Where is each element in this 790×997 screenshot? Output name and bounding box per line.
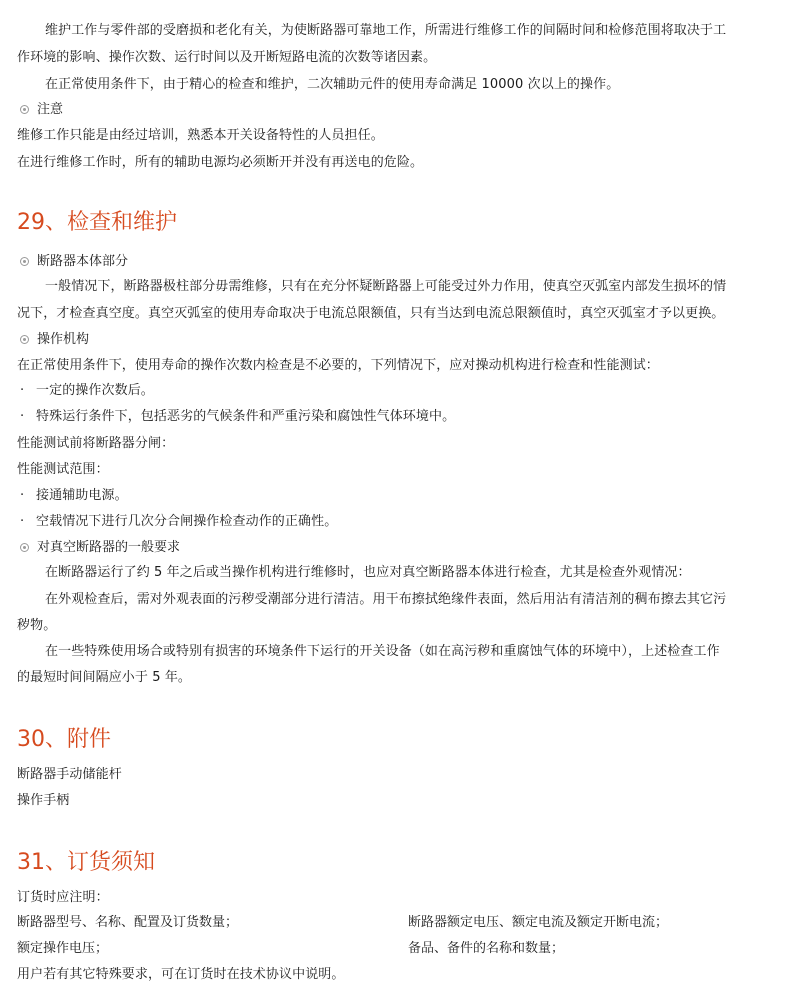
order-item: 备品、备件的名称和数量； <box>408 941 565 956</box>
circle-marker-icon <box>20 105 29 114</box>
body-line: 在一些特殊使用场合或特别有损害的环境条件下运行的开关设备（如在高污秽和重腐蚀气体的环境中），上述检查工作 <box>45 644 720 659</box>
subsection-title: 断路器本体部分 <box>37 254 129 269</box>
subsection-title: 对真空断路器的一般要求 <box>37 540 181 555</box>
note-heading <box>17 101 63 119</box>
intro-paragraph-line: 作环境的影响、操作次数、运行时间以及开断短路电流的次数等诸因素。 <box>17 50 437 65</box>
bullet-item: · 一定的操作次数后。 <box>20 383 154 398</box>
body-line: 的最短时间间隔应小于 5 年。 <box>17 670 192 685</box>
body-line: 在断路器运行了约 5 年之后或当操作机构进行维修时，也应对真空断路器本体进行检查，尤其是检查外观情况： <box>45 565 691 580</box>
note-line: 维修工作只能是由经过培训，熟悉本开关设备特性的人员担任。 <box>17 128 384 143</box>
bullet-dot: · <box>20 488 25 503</box>
subsection-title: 操作机构 <box>37 332 90 347</box>
order-note: 用户若有其它特殊要求，可在订货时在技术协议中说明。 <box>17 967 345 982</box>
body-line: 况下，才检查真空度。真空灭弧室的使用寿命取决于电流总限额值，只有当达到电流总限额值时，真空灭弧室才予以更换。 <box>17 306 725 321</box>
circle-marker-icon <box>20 543 29 552</box>
body-line: 性能测试前将断路器分闸： <box>17 436 175 451</box>
subsection-heading <box>17 253 128 271</box>
bullet-dot: · <box>20 383 25 398</box>
body-line: 在外观检查后，需对外观表面的污秽受潮部分进行清洁。用干布擦拭绝缘件表面，然后用沾有清洁剂的稠布擦去其它污 <box>45 592 727 607</box>
subsection-heading <box>17 331 89 349</box>
bullet-dot: · <box>20 514 25 529</box>
section-30-heading: 30、附件 <box>17 727 111 752</box>
accessory-item: 操作手柄 <box>17 793 70 808</box>
bullet-item: · 接通辅助电源。 <box>20 488 128 503</box>
order-intro: 订货时应注明： <box>17 890 109 905</box>
bullet-item: · 特殊运行条件下，包括恶劣的气候条件和严重污染和腐蚀性气体环境中。 <box>20 409 456 424</box>
order-item: 断路器型号、名称、配置及订货数量； <box>17 915 239 930</box>
intro-paragraph: 在正常使用条件下，由于精心的检查和维护，二次辅助元件的使用寿命满足 10000 次以上的操作。 <box>45 77 620 92</box>
body-line: 一般情况下，断路器极柱部分毋需维修，只有在充分怀疑断路器上可能受过外力作用，使真空灭弧室内部发生损坏的情 <box>45 279 727 294</box>
note-title: 注意 <box>37 102 64 117</box>
intro-paragraph-line: 维护工作与零件部的受磨损和老化有关，为使断路器可靠地工作，所需进行维修工作的间隔时间和检修范围将取决于工 <box>45 23 727 38</box>
section-29-heading: 29、检查和维护 <box>17 210 177 235</box>
body-line: 性能测试范围： <box>17 462 109 477</box>
circle-marker-icon <box>20 335 29 344</box>
circle-marker-icon <box>20 257 29 266</box>
body-line: 在正常使用条件下，使用寿命的操作次数内检查是不必要的，下列情况下，应对操动机构进行检查和性能测试： <box>17 358 659 373</box>
order-item: 额定操作电压； <box>17 941 109 956</box>
bullet-item: · 空载情况下进行几次分合闸操作检查动作的正确性。 <box>20 514 338 529</box>
section-31-heading: 31、订货须知 <box>17 850 155 875</box>
order-item: 断路器额定电压、额定电流及额定开断电流； <box>408 915 669 930</box>
bullet-dot: · <box>20 409 25 424</box>
note-line: 在进行维修工作时，所有的辅助电源均必须断开并没有再送电的危险。 <box>17 155 424 170</box>
subsection-heading <box>17 539 180 557</box>
accessory-item: 断路器手动储能杆 <box>17 767 122 782</box>
body-line: 秽物。 <box>17 618 57 633</box>
